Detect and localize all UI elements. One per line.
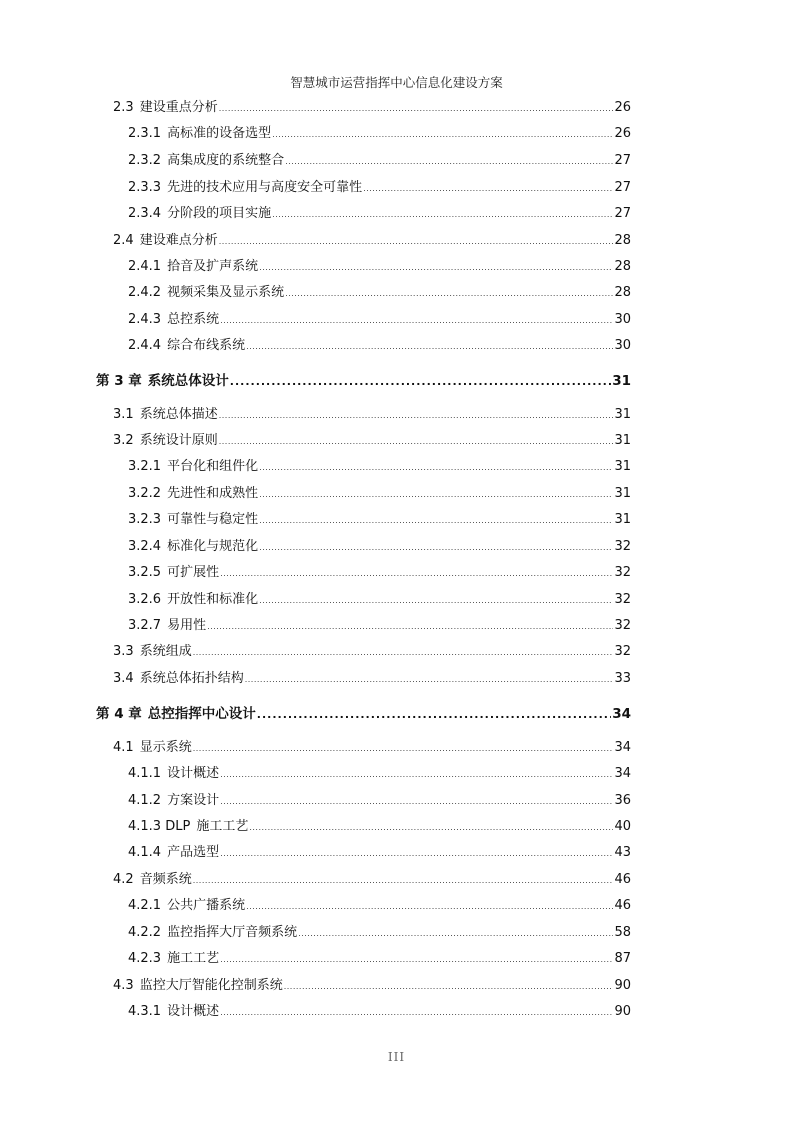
toc-entry-page: 32: [614, 644, 631, 659]
toc-entry-title: 综合布线系统: [167, 338, 246, 353]
toc-entry-number: 2.3.4: [128, 206, 162, 221]
toc-entry[interactable]: [113, 977, 631, 996]
toc-entry-title: 开放性和标准化: [167, 592, 259, 607]
toc-leader-dots: [259, 591, 613, 610]
toc-entry-number: 4.2.2: [128, 925, 162, 940]
toc-entry[interactable]: [128, 765, 631, 784]
toc-leader-dots: [219, 432, 614, 451]
toc-leader-dots: [193, 643, 614, 662]
toc-entry[interactable]: [128, 458, 631, 477]
toc-entry-number: 3.2.6: [128, 592, 162, 607]
toc-entry-title: 高集成度的系统整合: [167, 153, 285, 168]
toc-entry-number: 4.2: [113, 872, 134, 887]
toc-entry-number: 2.4: [113, 233, 134, 248]
toc-leader-dots: [193, 871, 614, 890]
toc-entry-page: 32: [614, 565, 631, 580]
toc-entry-title: 施工工艺: [196, 819, 249, 834]
toc-entry[interactable]: [128, 284, 631, 303]
toc-leader-dots: [259, 258, 613, 277]
toc-entry[interactable]: [128, 337, 631, 356]
toc-entry-number: 4.3.1: [128, 1004, 162, 1019]
toc-entry-number: 2.3.3: [128, 180, 162, 195]
toc-entry-number: 4.3: [113, 978, 134, 993]
toc-entry-number: 4.1.2: [128, 793, 162, 808]
toc-entry-page: 28: [614, 285, 631, 300]
toc-leader-dots: [220, 1003, 613, 1022]
toc-entry-title: 系统组成: [139, 644, 192, 659]
toc-entry[interactable]: [128, 564, 631, 583]
toc-entry-title: 系统设计原则: [139, 433, 218, 448]
page-number: III: [387, 1050, 406, 1064]
toc-entry-number: 2.3.2: [128, 153, 162, 168]
toc-entry-title: 总控系统: [167, 312, 220, 327]
toc-entry-title: 监控大厅智能化控制系统: [139, 978, 283, 993]
toc-entry-title: 施工工艺: [167, 951, 220, 966]
toc-entry[interactable]: [128, 1003, 631, 1022]
toc-entry-number: 4.1: [113, 740, 134, 755]
toc-leader-dots: [285, 152, 613, 171]
toc-entry-page: 40: [614, 819, 631, 834]
toc-entry-title: 易用性: [167, 618, 207, 633]
toc-entry-page: 26: [614, 126, 631, 141]
toc-entry-number: 2.4.3: [128, 312, 162, 327]
toc-entry-title: 建设难点分析: [139, 233, 218, 248]
toc-entry-number: 2.4.1: [128, 259, 162, 274]
toc-entry-number: 4.2.1: [128, 898, 162, 913]
toc-entry-number: 2.4.2: [128, 285, 162, 300]
toc-leader-dots: [272, 205, 613, 224]
toc-leader-dots: [219, 232, 614, 251]
toc-leader-dots: [219, 406, 614, 425]
toc-entry-number: 第 4 章: [96, 706, 142, 722]
toc-entry-page: 34: [614, 766, 631, 781]
toc-entry-page: 46: [614, 898, 631, 913]
toc-entry-number: 4.1.1: [128, 766, 162, 781]
toc-entry-number: 3.2.2: [128, 486, 162, 501]
toc-entry[interactable]: [113, 643, 631, 662]
toc-entry[interactable]: [128, 538, 631, 557]
toc-leader-dots: [259, 538, 613, 557]
toc-entry-number: 2.3.1: [128, 126, 162, 141]
toc-entry-title: 先进的技术应用与高度安全可靠性: [167, 180, 363, 195]
toc-entry-number: 3.2.4: [128, 539, 162, 554]
toc-entry-number: 3.2.5: [128, 565, 162, 580]
toc-entry-number: 3.2.1: [128, 459, 162, 474]
toc-entry-page: 31: [614, 433, 631, 448]
toc-entry-title: 拾音及扩声系统: [167, 259, 259, 274]
toc-chapter-entry[interactable]: [96, 705, 631, 724]
toc-entry-number: 4.2.3: [128, 951, 162, 966]
toc-entry-page: 32: [614, 618, 631, 633]
toc-entry-number: 3.1: [113, 407, 134, 422]
toc-entry-number: 4.1.4: [128, 845, 162, 860]
toc-leader-dots: [259, 511, 613, 530]
toc-entry-title: 设计概述: [167, 1004, 220, 1019]
toc-entry[interactable]: [128, 179, 631, 198]
toc-leader-dots: [298, 924, 613, 943]
toc-entry[interactable]: [128, 950, 631, 969]
toc-entry-title: 系统总体描述: [139, 407, 218, 422]
toc-entry[interactable]: [128, 844, 631, 863]
toc-entry[interactable]: [128, 125, 631, 144]
toc-entry-page: 90: [614, 978, 631, 993]
toc-entry-page: 27: [614, 206, 631, 221]
toc-entry-number: 3.2.3: [128, 512, 162, 527]
toc-entry-title: 显示系统: [139, 740, 192, 755]
toc-entry[interactable]: [128, 152, 631, 171]
toc-entry-page: 31: [614, 459, 631, 474]
toc-entry-page: 43: [614, 845, 631, 860]
toc-entry-page: 31: [614, 486, 631, 501]
toc-chapter-entry[interactable]: [96, 372, 631, 391]
toc-leader-dots: [220, 844, 613, 863]
toc-entry-number: 2.4.4: [128, 338, 162, 353]
toc-entry-page: 30: [614, 312, 631, 327]
toc-entry[interactable]: [128, 924, 631, 943]
toc-leader-dots: [259, 458, 613, 477]
toc-entry-title: 监控指挥大厅音频系统: [167, 925, 298, 940]
toc-entry-title: 系统总体拓扑结构: [139, 671, 244, 686]
toc-entry-title: 公共广播系统: [167, 898, 246, 913]
toc-entry-page: 34: [614, 740, 631, 755]
toc-entry[interactable]: [113, 99, 631, 118]
toc-entry-number: 3.2.7: [128, 618, 162, 633]
toc-entry-page: 28: [614, 259, 631, 274]
toc-entry[interactable]: [128, 617, 631, 636]
toc-entry-page: 30: [614, 338, 631, 353]
toc-leader-dots: [220, 765, 613, 784]
toc-entry-page: 31: [612, 373, 631, 389]
toc-entry[interactable]: [113, 432, 631, 451]
toc-entry[interactable]: [128, 205, 631, 224]
toc-entry-number: 3.4: [113, 671, 134, 686]
toc-leader-dots: [193, 739, 614, 758]
toc-entry[interactable]: [113, 871, 631, 890]
toc-leader-dots: [249, 818, 613, 837]
toc-entry-title: 系统总体设计: [147, 373, 229, 389]
toc-leader-dots: [230, 372, 611, 391]
toc-entry-page: 36: [614, 793, 631, 808]
toc-entry[interactable]: [128, 511, 631, 530]
toc-leader-dots: [219, 99, 614, 118]
toc-entry-number: 4.1.3 DLP: [128, 819, 191, 834]
toc-entry[interactable]: [128, 818, 631, 837]
toc-leader-dots: [207, 617, 613, 636]
toc-entry-title: 平台化和组件化: [167, 459, 259, 474]
toc-entry-page: 28: [614, 233, 631, 248]
toc-entry[interactable]: [113, 739, 631, 758]
toc-entry-page: 31: [614, 407, 631, 422]
toc-entry-page: 34: [612, 706, 631, 722]
toc-entry-title: 可扩展性: [167, 565, 220, 580]
toc-entry-page: 32: [614, 539, 631, 554]
toc-entry-title: 音频系统: [139, 872, 192, 887]
toc-entry-page: 26: [614, 100, 631, 115]
toc-entry[interactable]: [128, 897, 631, 916]
toc-entry[interactable]: [113, 670, 631, 689]
toc-entry-title: 方案设计: [167, 793, 220, 808]
toc-leader-dots: [245, 670, 614, 689]
toc-leader-dots: [257, 705, 611, 724]
toc-entry[interactable]: [128, 311, 631, 330]
toc-entry-title: 先进性和成熟性: [167, 486, 259, 501]
document-header: 智慧城市运营指挥中心信息化建设方案: [290, 75, 503, 90]
toc-entry[interactable]: [128, 485, 631, 504]
toc-entry-number: 第 3 章: [96, 373, 142, 389]
toc-entry-title: 分阶段的项目实施: [167, 206, 272, 221]
toc-entry[interactable]: [113, 232, 631, 251]
toc-entry-number: 3.3: [113, 644, 134, 659]
toc-leader-dots: [246, 897, 613, 916]
toc-entry-title: 高标准的设备选型: [167, 126, 272, 141]
toc-leader-dots: [284, 977, 614, 996]
toc-entry-number: 3.2: [113, 433, 134, 448]
toc-leader-dots: [220, 564, 613, 583]
toc-entry-page: 33: [614, 671, 631, 686]
toc-leader-dots: [272, 125, 613, 144]
toc-entry-page: 87: [614, 951, 631, 966]
toc-entry-page: 32: [614, 592, 631, 607]
toc-entry-title: 设计概述: [167, 766, 220, 781]
toc-entry-page: 46: [614, 872, 631, 887]
toc-entry-title: 总控指挥中心设计: [147, 706, 256, 722]
toc-entry[interactable]: [128, 258, 631, 277]
toc-entry[interactable]: [128, 591, 631, 610]
toc-entry-title: 视频采集及显示系统: [167, 285, 285, 300]
toc-entry[interactable]: [128, 792, 631, 811]
toc-entry-title: 可靠性与稳定性: [167, 512, 259, 527]
toc-leader-dots: [220, 950, 613, 969]
toc-entry-page: 27: [614, 180, 631, 195]
toc-entry-title: 建设重点分析: [139, 100, 218, 115]
toc-entry-title: 产品选型: [167, 845, 220, 860]
toc-leader-dots: [246, 337, 613, 356]
toc-leader-dots: [259, 485, 613, 504]
toc-leader-dots: [285, 284, 613, 303]
toc-entry-page: 90: [614, 1004, 631, 1019]
toc-entry-number: 2.3: [113, 100, 134, 115]
toc-leader-dots: [363, 179, 613, 198]
toc-entry-page: 27: [614, 153, 631, 168]
toc-entry-page: 58: [614, 925, 631, 940]
toc-leader-dots: [220, 792, 613, 811]
toc-leader-dots: [220, 311, 613, 330]
toc-entry[interactable]: [113, 406, 631, 425]
toc-entry-page: 31: [614, 512, 631, 527]
toc-entry-title: 标准化与规范化: [167, 539, 259, 554]
